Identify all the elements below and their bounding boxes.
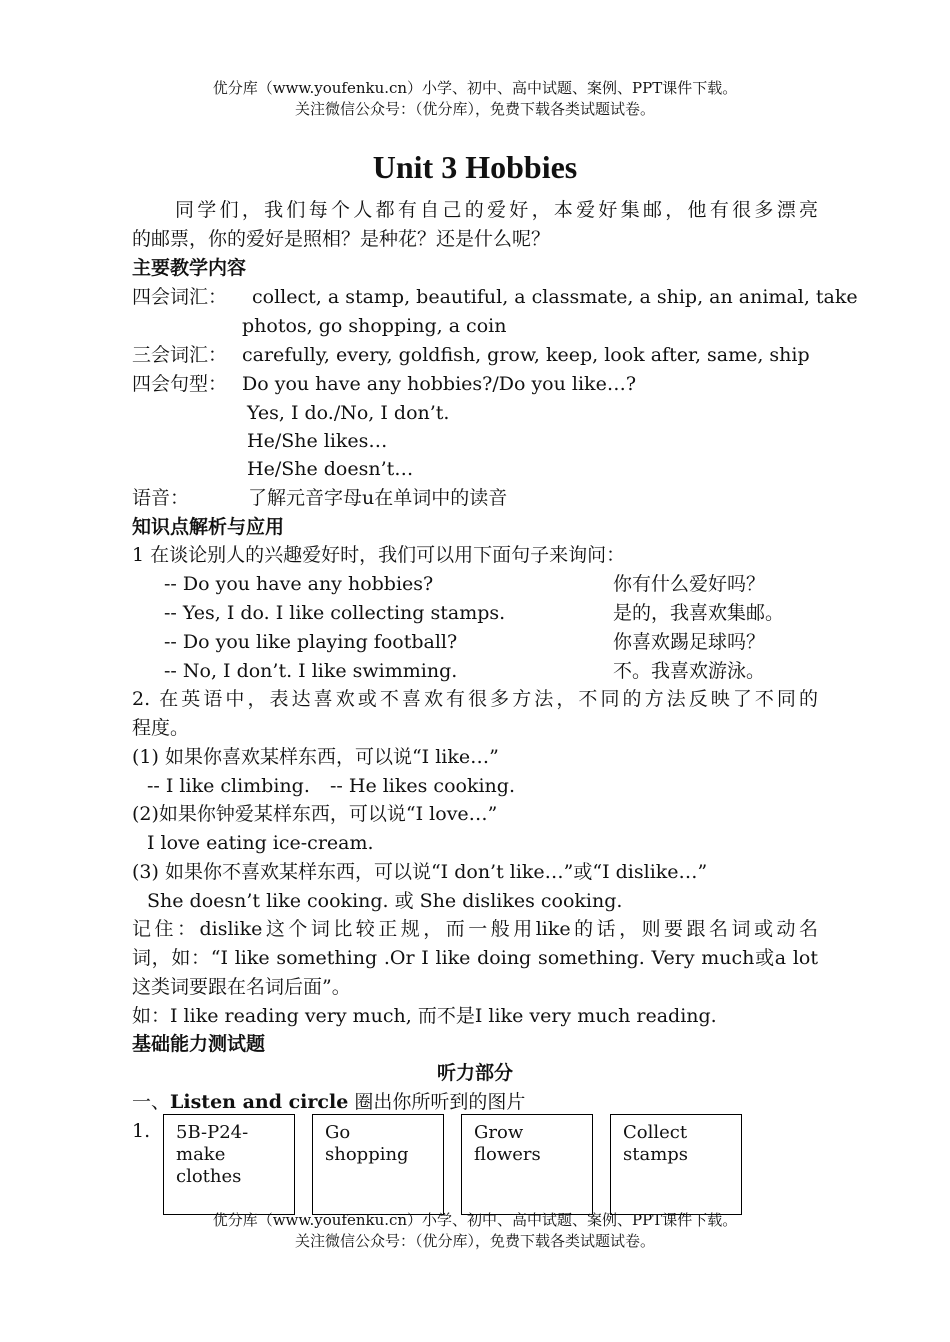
header-line-1: 优分库（www.youfenku.cn）小学、初中、高中试题、案例、PPT课件下载。 bbox=[212, 79, 738, 97]
vocab3-text: carefully, every, goldfish, grow, keep, look after, same, ship bbox=[242, 344, 810, 366]
dialogue-en: -- No, I don’t. I like swimming. bbox=[164, 660, 458, 682]
intro-line-2: 的邮票，你的爱好是照相？是种花？还是什么呢？ bbox=[132, 228, 551, 250]
dialogue-zh: 是的，我喜欢集邮。 bbox=[613, 602, 785, 624]
dialogue-zh: 不。我喜欢游泳。 bbox=[613, 660, 766, 682]
footer-line-2: 关注微信公众号：（优分库），免费下载各类试题试卷。 bbox=[294, 1232, 655, 1250]
question-1-instruction: Listen and circle bbox=[170, 1091, 349, 1113]
sub-point-1-example-b: -- He likes cooking. bbox=[330, 775, 515, 797]
dialogue-zh: 你喜欢踢足球吗？ bbox=[613, 631, 766, 653]
heading-content: 主要教学内容 bbox=[132, 257, 247, 279]
vocab4-line-1: collect, a stamp, beautiful, a classmate, a ship, an animal, take bbox=[252, 286, 858, 308]
dialogue-en: -- Yes, I do. I like collecting stamps. bbox=[164, 602, 506, 624]
point-2-line-2: 程度。 bbox=[132, 717, 190, 739]
question-1-hint: 圈出你所听到的图片 bbox=[348, 1091, 526, 1113]
vocab4-label: 四会词汇： bbox=[132, 286, 228, 308]
sentence4-line-2: Yes, I do./No, I don’t. bbox=[247, 402, 450, 424]
footer-line-1: 优分库（www.youfenku.cn）小学、初中、高中试题、案例、PPT课件下载。 bbox=[212, 1211, 738, 1229]
sub-point-2-example: I love eating ice-cream. bbox=[147, 832, 374, 854]
sub-point-1-example-a: -- I like climbing. bbox=[147, 775, 310, 797]
listening-title: 听力部分 bbox=[436, 1062, 513, 1084]
phonics-label: 语音： bbox=[132, 487, 190, 509]
dialogue-zh: 你有什么爱好吗？ bbox=[613, 573, 766, 595]
sub-point-1: (1) 如果你喜欢某样东西，可以说“I like…” bbox=[132, 746, 499, 768]
dialogue-en: -- Do you like playing football? bbox=[164, 631, 458, 653]
example-line: 如：I like reading very much, 而不是I like very much reading. bbox=[132, 1005, 717, 1027]
picture-option-box[interactable]: Go shopping bbox=[312, 1114, 444, 1215]
picture-option-box[interactable]: 5B-P24-make clothes bbox=[163, 1114, 295, 1215]
intro-line-1: 同学们，我们每个人都有自己的爱好，本爱好集邮，他有很多漂亮 bbox=[175, 199, 818, 221]
sentence4-label: 四会句型： bbox=[132, 373, 228, 395]
question-1-prefix: 一、 bbox=[132, 1091, 171, 1113]
note-line-2: 词，如：“I like something .Or I like doing something. Very much或a lot bbox=[132, 947, 818, 969]
picture-option-box[interactable]: Collect stamps bbox=[610, 1114, 742, 1215]
vocab3-label: 三会词汇： bbox=[132, 344, 228, 366]
phonics-text: 了解元音字母u在单词中的读音 bbox=[248, 487, 508, 509]
sentence4-line-3: He/She likes… bbox=[247, 430, 388, 452]
vocab4-line-2: photos, go shopping, a coin bbox=[242, 315, 507, 337]
note-line-3: 这类词要跟在名词后面”。 bbox=[132, 976, 351, 998]
page-title: Unit 3 Hobbies bbox=[372, 149, 578, 185]
note-line-1: 记住：dislike这个词比较正规，而一般用like的话，则要跟名词或动名 bbox=[132, 918, 818, 940]
sub-point-3: (3) 如果你不喜欢某样东西，可以说“I don’t like…”或“I dislike…” bbox=[132, 861, 708, 883]
sentence4-line-1: Do you have any hobbies?/Do you like…? bbox=[242, 373, 636, 395]
dialogue-en: -- Do you have any hobbies? bbox=[164, 573, 434, 595]
picture-option-box[interactable]: Grow flowers bbox=[461, 1114, 593, 1215]
point-1: 1 在谈论别人的兴趣爱好时，我们可以用下面句子来询问： bbox=[132, 544, 626, 566]
sub-point-3-example: She doesn’t like cooking. 或 She dislikes cooking. bbox=[147, 890, 623, 912]
sub-point-2: (2)如果你钟爱某样东西，可以说“I love…” bbox=[132, 803, 498, 825]
item-number: 1. bbox=[132, 1120, 151, 1142]
heading-knowledge: 知识点解析与应用 bbox=[132, 516, 285, 538]
header-line-2: 关注微信公众号：（优分库），免费下载各类试题试卷。 bbox=[294, 100, 655, 118]
question-1-title bbox=[132, 1088, 525, 1117]
point-2-line-1: 2. 在英语中，表达喜欢或不喜欢有很多方法，不同的方法反映了不同的 bbox=[132, 688, 818, 710]
sentence4-line-4: He/She doesn’t… bbox=[247, 458, 414, 480]
heading-test: 基础能力测试题 bbox=[132, 1033, 266, 1055]
